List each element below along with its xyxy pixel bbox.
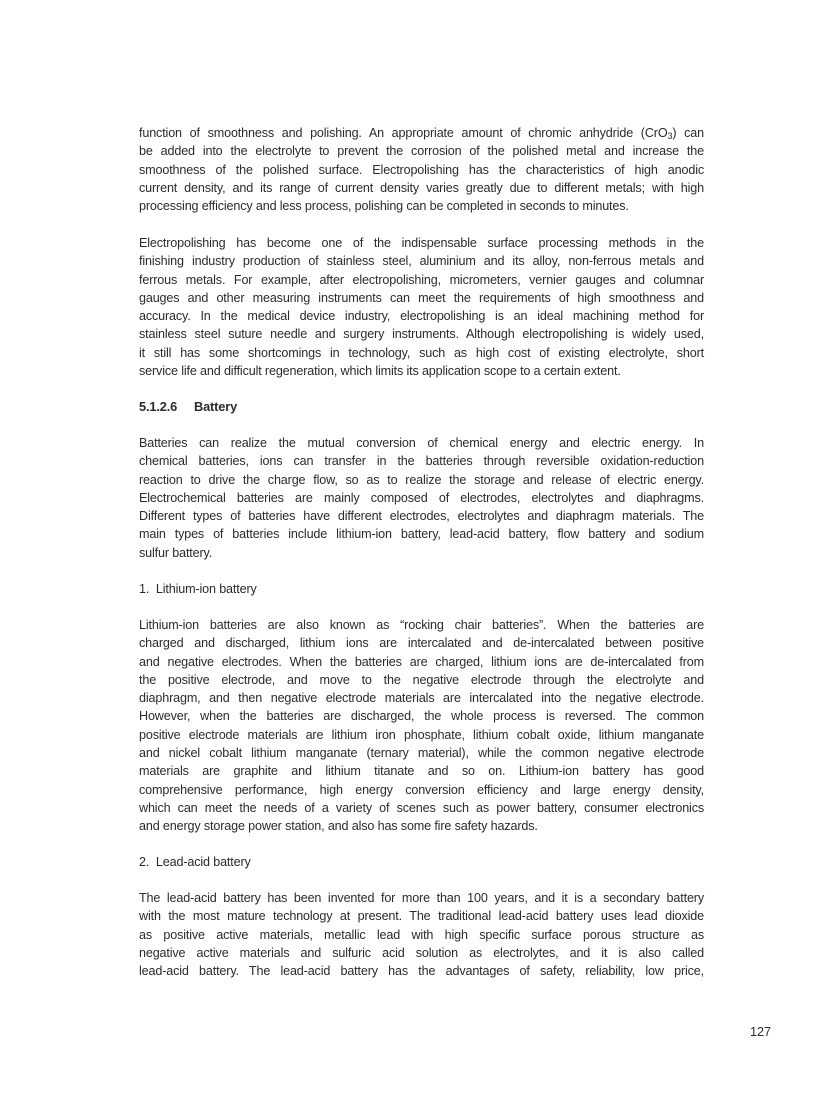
paragraph-lithium-ion <box>139 616 704 836</box>
text-line: ferrous metals. For example, after electropolishing, micrometers, vernier gauges and columnar <box>139 272 704 287</box>
text-line: comprehensive performance, high energy conversion efficiency and large energy density, <box>139 782 704 797</box>
text-line: Lithium-ion batteries are also known as “rocking chair batteries”. When the batteries are <box>139 618 704 632</box>
text-line: lead-acid battery. The lead-acid battery has the advantages of safety, reliability, low price, <box>139 964 704 979</box>
page-number: 127 <box>750 1025 772 1039</box>
text-line: Electropolishing has become one of the indispensable surface processing methods in the <box>139 236 704 250</box>
text-line: and nickel cobalt lithium manganate (ternary material), while the common negative electrode <box>139 746 704 761</box>
text-line: processing efficiency and less process, polishing can be completed in seconds to minutes. <box>139 199 629 214</box>
text-line: current density, and its range of current density varies greatly due to different metals; with high <box>139 180 704 195</box>
text-line: and energy storage power station, and also has some fire safety hazards. <box>139 819 538 834</box>
text-line: which can meet the needs of a variety of scenes such as power battery, consumer electronics <box>139 800 704 815</box>
text-segment: ) can <box>672 126 704 140</box>
text-line: materials are graphite and lithium titanate and so on. Lithium-ion battery has good <box>139 764 704 779</box>
section-heading <box>139 398 704 416</box>
text-line: sulfur battery. <box>139 545 213 560</box>
text-line: it still has some shortcomings in technology, such as high cost of existing electrolyte, short <box>139 345 704 360</box>
subheading-text: 1. Lithium-ion battery <box>139 582 257 596</box>
text-line: service life and difficult regeneration, which limits its application scope to a certain extent. <box>139 364 621 379</box>
text-line <box>139 124 704 142</box>
text-line: Batteries can realize the mutual conversion of chemical energy and electric energy. In <box>139 436 704 450</box>
text-line: stainless steel suture needle and surgery instruments. Although electropolishing is widely used, <box>139 327 704 342</box>
text-line: positive electrode materials are lithium iron phosphate, lithium cobalt oxide, lithium manganate <box>139 727 704 742</box>
paragraph-lead-acid <box>139 889 704 980</box>
text-line: smoothness of the polished surface. Electropolishing has the characteristics of high anodic <box>139 162 704 177</box>
text-line: the positive electrode, and move to the negative electrode through the electrolyte and <box>139 672 704 687</box>
paragraph-electropolishing-function <box>139 124 704 215</box>
paragraph-electropolishing-applications <box>139 234 704 380</box>
subheading-text: 2. Lead-acid battery <box>139 855 251 869</box>
text-line: The lead-acid battery has been invented for more than 100 years, and it is a secondary battery <box>139 891 704 905</box>
text-segment: function of smoothness and polishing. An appropriate amount of chromic anhydride (CrO <box>139 126 668 140</box>
text-line: be added into the electrolyte to prevent the corrosion of the polished metal and increase the <box>139 144 704 159</box>
text-line: reaction to drive the charge flow, so as to realize the storage and release of electric energy. <box>139 472 704 487</box>
paragraph-battery-intro <box>139 434 704 562</box>
subheading-lead-acid <box>139 853 704 871</box>
text-line: Electrochemical batteries are mainly composed of electrodes, electrolytes and diaphragms. <box>139 490 704 505</box>
text-line: accuracy. In the medical device industry, electropolishing is an ideal machining method for <box>139 309 704 324</box>
section-number: 5.1.2.6 <box>139 399 178 414</box>
text-line: chemical batteries, ions can transfer in the batteries through reversible oxidation-reduction <box>139 454 704 469</box>
text-line: diaphragm, and then negative electrode materials are intercalated into the negative electrode. <box>139 691 704 706</box>
text-line: negative active materials and sulfuric acid solution as electrolytes, and it is also called <box>139 945 704 960</box>
subscript: 3 <box>667 131 673 141</box>
text-line: and negative electrodes. When the batteries are charged, lithium ions are de-intercalated from <box>139 654 704 669</box>
section-title: Battery <box>194 399 238 414</box>
text-line: gauges and other measuring instruments can meet the requirements of high smoothness and <box>139 290 704 305</box>
text-line: charged and discharged, lithium ions are intercalated and de-intercalated between positive <box>139 636 704 651</box>
text-line: However, when the batteries are discharged, the whole process is reversed. The common <box>139 709 704 724</box>
subheading-lithium-ion <box>139 580 704 598</box>
text-line: as positive active materials, metallic lead with high specific surface porous structure as <box>139 927 704 942</box>
text-line: main types of batteries include lithium-ion battery, lead-acid battery, flow battery and sodium <box>139 527 704 542</box>
text-line: finishing industry production of stainless steel, aluminium and its alloy, non-ferrous metals and <box>139 254 704 269</box>
text-line: with the most mature technology at present. The traditional lead-acid battery uses lead dioxide <box>139 909 704 924</box>
text-line: Different types of batteries have different electrodes, electrolytes and diaphragm materials. The <box>139 509 704 524</box>
